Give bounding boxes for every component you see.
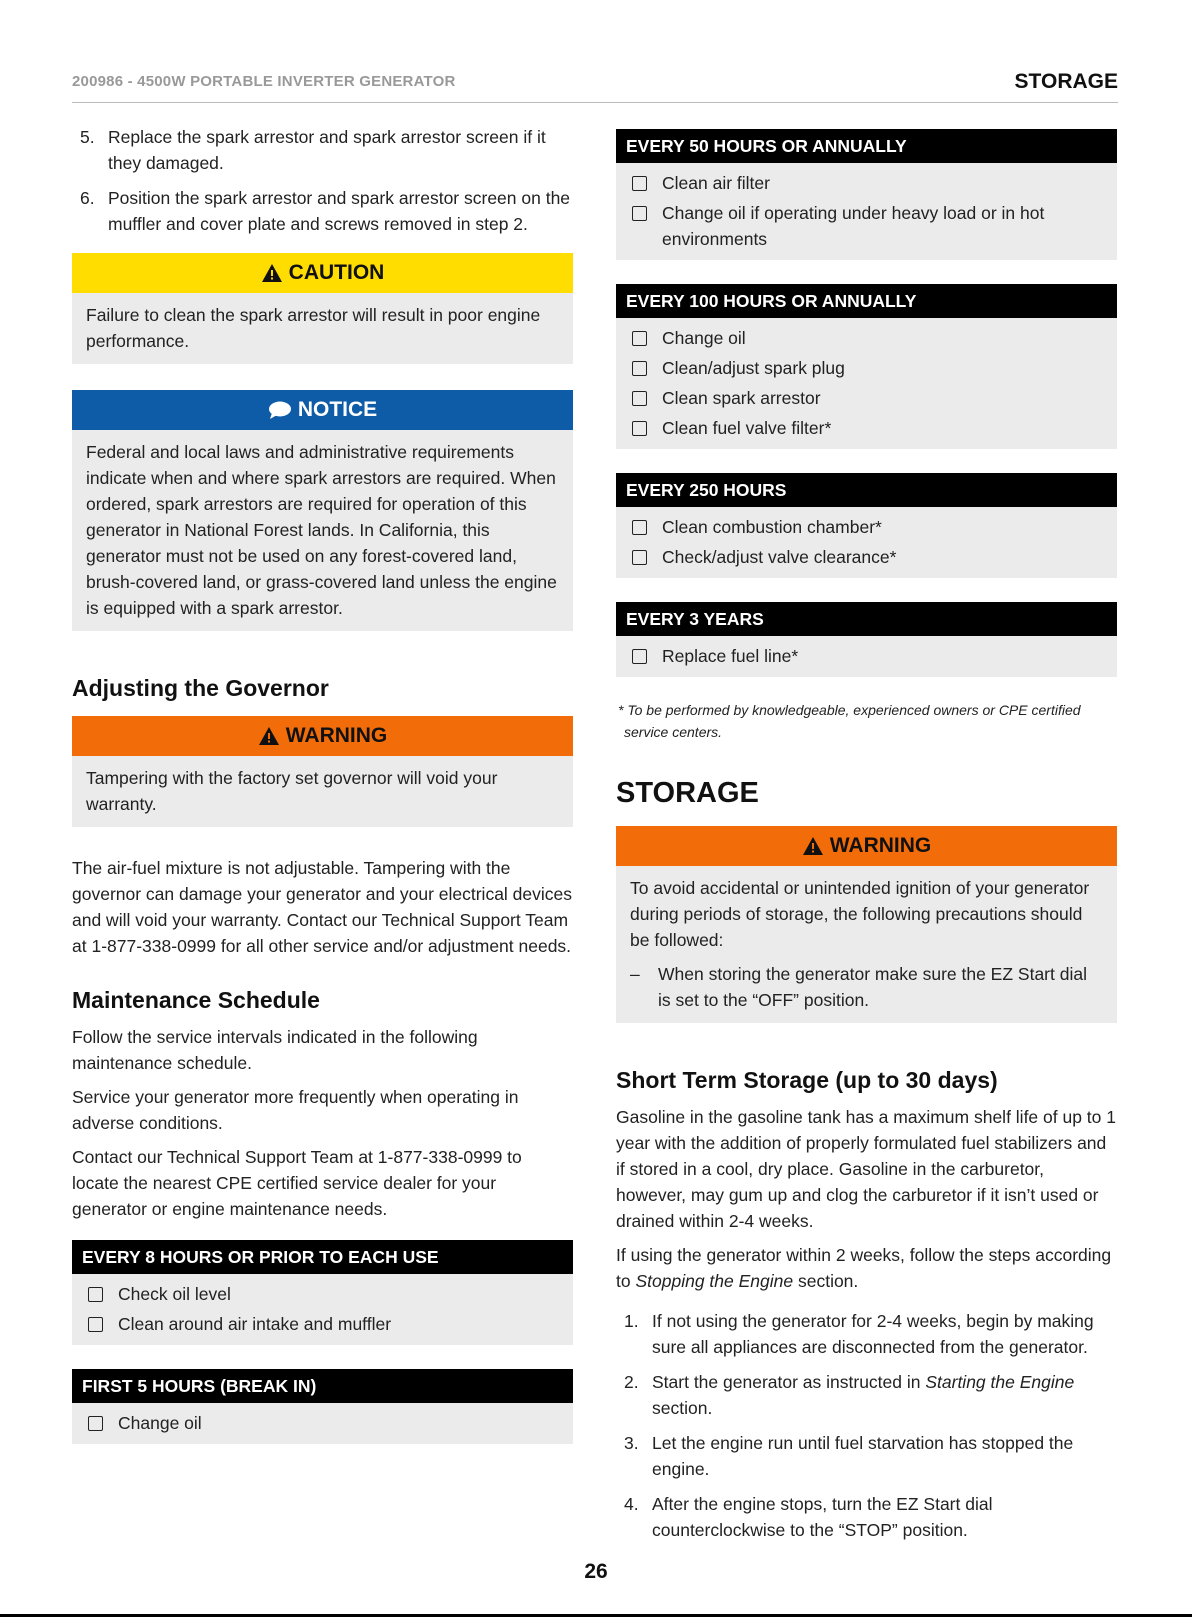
- short-term-paragraph: If using the generator within 2 weeks, follow the steps according to Stopping the Engine section.: [616, 1245, 1112, 1291]
- schedule-title: EVERY 3 YEARS: [616, 602, 1117, 636]
- warning-text: Tampering with the factory set governor will void your warranty.: [86, 768, 498, 814]
- checklist-item: Change oil: [86, 1410, 559, 1436]
- caution-bar: [72, 253, 573, 293]
- arrestor-steps: [72, 124, 573, 237]
- list-item: – When storing the generator make sure the EZ Start dial is set to the “OFF” position.: [630, 964, 1087, 1010]
- checkbox-icon: [632, 649, 647, 664]
- maintenance-paragraph: Follow the service intervals indicated in the following maintenance schedule.: [72, 1027, 478, 1073]
- checkbox-icon: [88, 1317, 103, 1332]
- governor-paragraph: The air-fuel mixture is not adjustable. Tampering with the governor can damage your generator and your electrical devices and will void your warranty. Contact our Technical Support Team at 1-877-338-0999 for all other service and/or adjustment needs.: [72, 858, 573, 956]
- checklist-item: Change oil if operating under heavy load or in hot environments: [630, 200, 1103, 252]
- short-term-paragraph: Gasoline in the gasoline tank has a maximum shelf life of up to 1 year with the addition of properly formulated fuel stabilizers and if stored in a cool, dry place. Gasoline in the carburetor, however, may gum up and clog the carburetor if it isn’t used or drained within 2-4 weeks.: [616, 1107, 1116, 1231]
- checkbox-icon: [88, 1287, 103, 1302]
- governor-warning-callout: [72, 716, 573, 827]
- checkbox-icon: [632, 550, 647, 565]
- footnote: * To be performed by knowledgeable, experienced owners or CPE certified service centers.: [618, 702, 1081, 740]
- checklist-item: Check oil level: [86, 1281, 559, 1307]
- warning-bar: [616, 826, 1117, 866]
- warning-bar: [72, 716, 573, 756]
- maintenance-paragraph: Service your generator more frequently when operating in adverse conditions.: [72, 1087, 519, 1133]
- checklist-item: Clean around air intake and muffler: [86, 1311, 559, 1337]
- storage-heading: STORAGE: [616, 777, 759, 809]
- warning-body: [72, 756, 573, 827]
- caution-text: Failure to clean the spark arrestor will result in poor engine performance.: [86, 305, 541, 351]
- warning-triangle-icon: [802, 836, 824, 856]
- schedule-title: EVERY 8 HOURS OR PRIOR TO EACH USE: [72, 1240, 573, 1274]
- checklist-item: Clean air filter: [630, 170, 1103, 196]
- schedule-title: EVERY 50 HOURS OR ANNUALLY: [616, 129, 1117, 163]
- checkbox-icon: [632, 520, 647, 535]
- left-column: [72, 124, 573, 1468]
- short-term-heading: Short Term Storage (up to 30 days): [616, 1067, 998, 1093]
- checkbox-icon: [632, 361, 647, 376]
- checkbox-icon: [632, 421, 647, 436]
- section-title: STORAGE: [1014, 70, 1118, 93]
- checklist-item: Replace fuel line*: [630, 643, 1103, 669]
- checkbox-icon: [88, 1416, 103, 1431]
- speech-bubble-icon: [268, 400, 292, 420]
- checkbox-icon: [632, 206, 647, 221]
- list-item: 3. Let the engine run until fuel starvation has stopped the engine.: [624, 1433, 1074, 1479]
- notice-body: [72, 430, 573, 631]
- checklist-item: Clean fuel valve filter*: [630, 415, 1103, 441]
- checkbox-icon: [632, 176, 647, 191]
- list-item: 1. If not using the generator for 2-4 weeks, begin by making sure all appliances are disconnected from the generator.: [624, 1311, 1094, 1357]
- schedule-table: [616, 129, 1117, 260]
- checkbox-icon: [632, 331, 647, 346]
- warning-triangle-icon: [258, 726, 280, 746]
- schedule-table: [72, 1369, 573, 1444]
- list-item: 5. Replace the spark arrestor and spark arrestor screen if it they damaged.: [80, 127, 546, 173]
- caution-body: [72, 293, 573, 364]
- notice-bar: [72, 390, 573, 430]
- notice-text: Federal and local laws and administrative requirements indicate when and where spark arrestors are required. When ordered, spark arrestors are required for operation of this generator in National Forest lands. In California, this generator must not be used on any forest-covered land, brush-covered land, or grass-covered land unless the engine is equipped with a spark arrestor.: [86, 442, 557, 618]
- schedule-title: EVERY 100 HOURS OR ANNUALLY: [616, 284, 1117, 318]
- short-term-steps: [616, 1308, 1117, 1543]
- page-number: 26: [584, 1560, 608, 1583]
- checklist-item: Check/adjust valve clearance*: [630, 544, 1103, 570]
- maintenance-heading: Maintenance Schedule: [72, 987, 320, 1013]
- list-item: 2. Start the generator as instructed in Starting the Engine section.: [624, 1372, 1075, 1418]
- schedule-title: FIRST 5 HOURS (BREAK IN): [72, 1369, 573, 1403]
- warning-text: To avoid accidental or unintended ignition of your generator during periods of storage, the following precautions should be followed:: [630, 878, 1090, 950]
- caution-title: CAUTION: [288, 261, 385, 284]
- checklist-item: Clean spark arrestor: [630, 385, 1103, 411]
- page-header: [72, 60, 1118, 103]
- schedule-table: [616, 473, 1117, 578]
- checklist-item: Clean combustion chamber*: [630, 514, 1103, 540]
- governor-heading: Adjusting the Governor: [72, 675, 329, 701]
- warning-title: WARNING: [285, 724, 388, 747]
- warning-triangle-icon: [261, 263, 283, 283]
- caution-callout: [72, 253, 573, 364]
- storage-warning-callout: [616, 826, 1117, 1023]
- schedule-table: [616, 602, 1117, 677]
- checklist-item: Clean/adjust spark plug: [630, 355, 1103, 381]
- schedule-table: [72, 1240, 573, 1345]
- maintenance-paragraph: Contact our Technical Support Team at 1-877-338-0999 to locate the nearest CPE certified service dealer for your generator or engine maintenance needs.: [72, 1147, 522, 1219]
- warning-body: [616, 866, 1117, 1023]
- schedule-table: [616, 284, 1117, 449]
- checklist-item: Change oil: [630, 325, 1103, 351]
- notice-callout: [72, 390, 573, 631]
- list-item: 6. Position the spark arrestor and spark arrestor screen on the muffler and cover plate and screws removed in step 2.: [80, 188, 571, 234]
- document-title: 200986 - 4500W PORTABLE INVERTER GENERATOR: [72, 73, 456, 90]
- schedule-title: EVERY 250 HOURS: [616, 473, 1117, 507]
- right-column: [616, 129, 1117, 1553]
- notice-title: NOTICE: [297, 398, 378, 421]
- checkbox-icon: [632, 391, 647, 406]
- warning-title: WARNING: [829, 834, 932, 857]
- list-item: 4. After the engine stops, turn the EZ Start dial counterclockwise to the “STOP” position.: [624, 1494, 993, 1540]
